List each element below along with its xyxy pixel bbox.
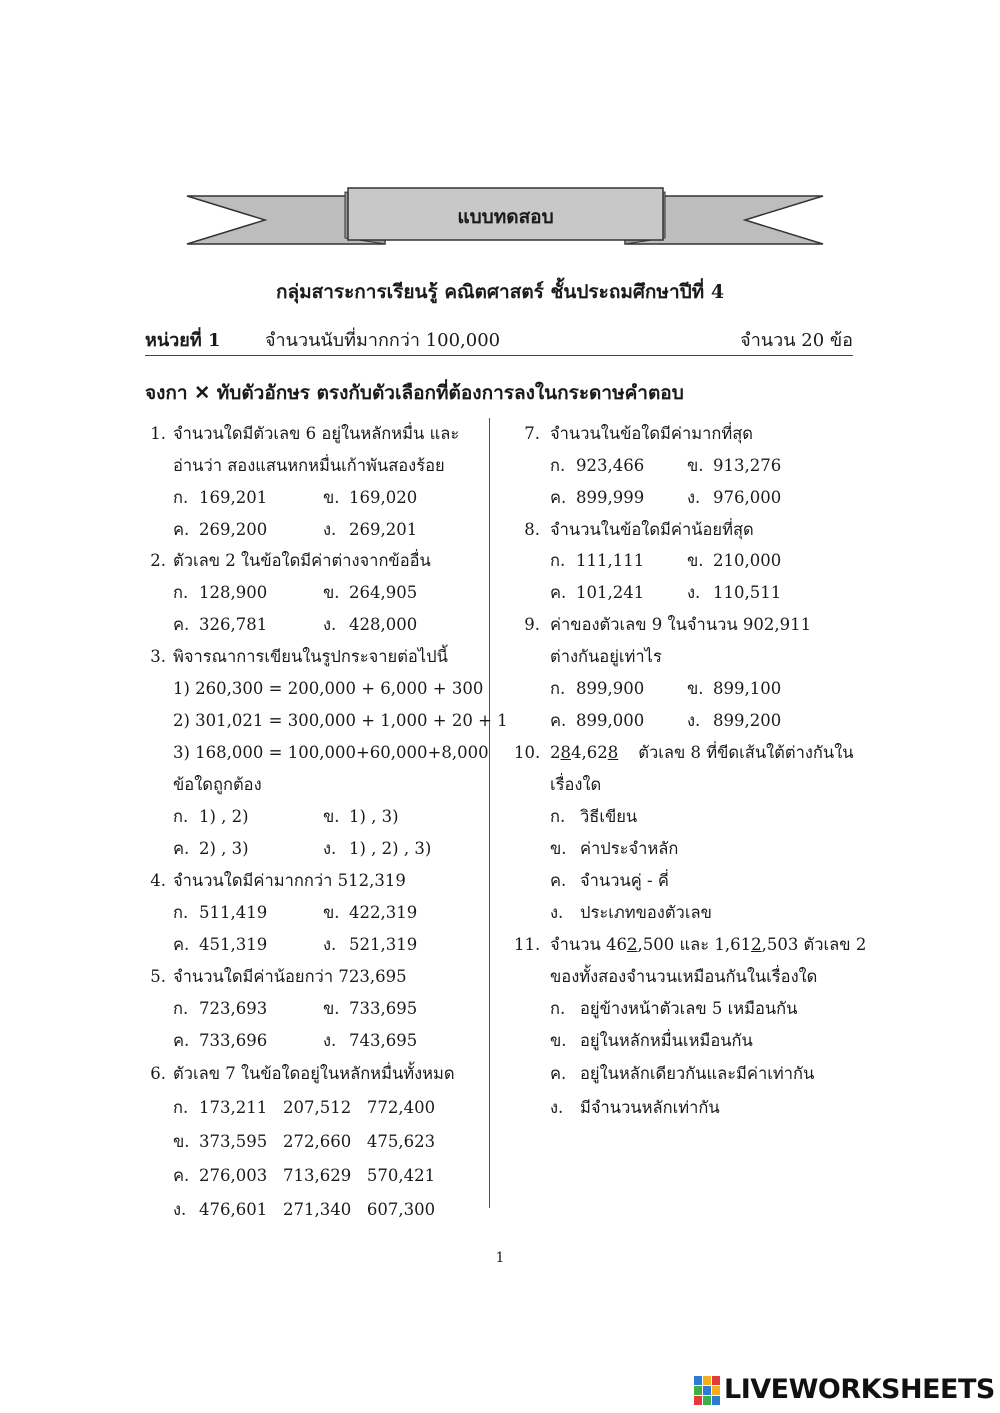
option-letter: ข. xyxy=(550,1031,567,1050)
option-d[interactable] xyxy=(687,707,781,735)
text-part: ,503 ตัวเลข 2 xyxy=(761,935,867,954)
question-text: ค่าของตัวเลข 9 ในจำนวน 902,911 xyxy=(550,615,812,634)
option-letter: ง. xyxy=(550,1098,564,1117)
option-value: 422,319 xyxy=(349,903,418,922)
option-value: 373,595 272,660 475,623 xyxy=(199,1132,436,1151)
option-a[interactable] xyxy=(173,484,267,512)
option-value: จำนวนคู่ - คี่ xyxy=(580,871,669,890)
option-letter: ค. xyxy=(173,615,190,634)
question-text: จำนวนใดมีค่ามากกว่า 512,319 xyxy=(173,871,406,890)
option-letter: ข. xyxy=(687,551,704,570)
option-value: 899,900 xyxy=(576,679,645,698)
underlined-digit: 2 xyxy=(751,935,762,954)
option-letter: ง. xyxy=(550,903,564,922)
option-value: 476,601 271,340 607,300 xyxy=(199,1200,436,1219)
option-value: 511,419 xyxy=(199,903,268,922)
option-letter: ค. xyxy=(550,488,567,507)
question-text-line-2: อ่านว่า สองแสนหกหมื่นเก้าพันสองร้อย xyxy=(173,456,445,475)
question-ask: ข้อใดถูกต้อง xyxy=(173,775,262,794)
option-a[interactable] xyxy=(550,675,644,703)
option-letter: ง. xyxy=(323,935,337,954)
option-letter: ค. xyxy=(550,1064,567,1083)
option-letter: ก. xyxy=(173,1098,189,1117)
page-number: 1 xyxy=(495,1250,505,1266)
question-number: 5. xyxy=(150,967,166,986)
option-value: อยู่ในหลักเดียวกันและมีค่าเท่ากัน xyxy=(580,1064,815,1083)
option-value: 913,276 xyxy=(713,456,782,475)
option-value: ค่าประจำหลัก xyxy=(580,839,679,858)
option-b[interactable] xyxy=(550,1027,753,1055)
option-letter: ง. xyxy=(173,1200,187,1219)
option-value: ประเภทของตัวเลข xyxy=(580,903,712,922)
question-text-line-2: ของทั้งสองจำนวนเหมือนกันในเรื่องใด xyxy=(550,967,818,986)
option-value: 923,466 xyxy=(576,456,645,475)
option-letter: ข. xyxy=(323,999,340,1018)
option-a[interactable] xyxy=(550,452,644,480)
option-letter: ข. xyxy=(687,679,704,698)
option-letter: ก. xyxy=(173,488,189,507)
option-value: 521,319 xyxy=(349,935,418,954)
option-letter: ค. xyxy=(173,1166,190,1185)
option-value: 326,781 xyxy=(199,615,268,634)
question-text xyxy=(550,739,854,767)
option-b[interactable] xyxy=(323,899,417,927)
question-text: ตัวเลข 7 ในข้อใดอยู่ในหลักหมื่นทั้งหมด xyxy=(173,1064,455,1083)
option-value: 210,000 xyxy=(713,551,782,570)
option-letter: ข. xyxy=(323,488,340,507)
option-letter: ข. xyxy=(687,456,704,475)
option-letter: ค. xyxy=(550,871,567,890)
option-d[interactable] xyxy=(323,611,417,639)
text-part: ,500 และ 1,61 xyxy=(637,935,752,954)
question-text xyxy=(550,931,866,959)
option-letter: ค. xyxy=(173,520,190,539)
option-c[interactable] xyxy=(173,931,267,959)
option-letter: ค. xyxy=(550,711,567,730)
question-text: พิจารณาการเขียนในรูปกระจายต่อไปนี้ xyxy=(173,647,448,666)
option-value: 111,111 xyxy=(576,551,645,570)
option-value: 1) , 2) , 3) xyxy=(349,839,432,858)
option-c[interactable] xyxy=(173,1027,267,1055)
option-letter: ค. xyxy=(173,839,190,858)
option-d[interactable] xyxy=(173,1196,435,1224)
option-b[interactable] xyxy=(323,484,417,512)
unit-label: หน่วยที่ 1 xyxy=(145,330,221,351)
option-a[interactable] xyxy=(173,899,267,927)
option-a[interactable] xyxy=(550,995,797,1023)
option-value: 743,695 xyxy=(349,1031,418,1050)
option-letter: ก. xyxy=(173,807,189,826)
question-number: 3. xyxy=(150,647,166,666)
option-value: 269,200 xyxy=(199,520,268,539)
column-divider xyxy=(489,418,490,1208)
option-value: 276,003 713,629 570,421 xyxy=(199,1166,436,1185)
question-text: จำนวนในข้อใดมีค่ามากที่สุด xyxy=(550,424,754,443)
option-value: 2) , 3) xyxy=(199,839,249,858)
option-value: มีจำนวนหลักเท่ากัน xyxy=(580,1098,720,1117)
option-letter: ง. xyxy=(323,615,337,634)
option-a[interactable] xyxy=(173,1094,435,1122)
underlined-digit: 8 xyxy=(607,743,619,762)
unit-topic: จำนวนนับที่มากกว่า 100,000 xyxy=(265,330,501,351)
option-value: 264,905 xyxy=(349,583,418,602)
option-letter: ก. xyxy=(173,903,189,922)
option-value: 899,000 xyxy=(576,711,645,730)
option-d[interactable] xyxy=(687,579,781,607)
option-letter: ข. xyxy=(323,903,340,922)
liveworksheets-logo-text[interactable]: LIVEWORKSHEETS xyxy=(724,1374,995,1405)
option-c[interactable] xyxy=(173,835,249,863)
statement-1: 1) 260,300 = 200,000 + 6,000 + 300 xyxy=(173,679,484,698)
option-letter: ค. xyxy=(550,583,567,602)
option-letter: ก. xyxy=(173,583,189,602)
option-value: 110,511 xyxy=(713,583,782,602)
number-part: 4,62 xyxy=(571,743,608,762)
subject-heading: กลุ่มสาระการเรียนรู้ คณิตศาสตร์ ชั้นประถมศึกษาปีที่ 4 xyxy=(275,281,725,303)
underlined-digit: 8 xyxy=(560,743,571,762)
statement-3: 3) 168,000 = 100,000+60,000+8,000 xyxy=(173,743,489,762)
header-divider xyxy=(145,355,853,356)
underlined-digit: 2 xyxy=(627,935,638,954)
question-number: 10. xyxy=(514,743,541,762)
question-number: 11. xyxy=(514,935,541,954)
option-d[interactable] xyxy=(323,516,417,544)
option-c[interactable] xyxy=(173,611,267,639)
option-a[interactable] xyxy=(173,579,267,607)
option-letter: ก. xyxy=(550,679,566,698)
option-value: วิธีเขียน xyxy=(580,807,638,826)
option-letter: ข. xyxy=(323,583,340,602)
option-d[interactable] xyxy=(323,835,431,863)
option-a[interactable] xyxy=(550,547,644,575)
option-value: 899,200 xyxy=(713,711,782,730)
option-value: 269,201 xyxy=(349,520,418,539)
question-number: 1. xyxy=(150,424,166,443)
option-c[interactable] xyxy=(550,867,669,895)
question-number: 9. xyxy=(524,615,540,634)
text-part: จำนวน 46 xyxy=(550,935,627,954)
option-value: อยู่ในหลักหมื่นเหมือนกัน xyxy=(580,1031,753,1050)
number-part: 2 xyxy=(550,743,561,762)
question-text-line-2: เรื่องใด xyxy=(550,775,602,794)
option-a[interactable] xyxy=(173,995,267,1023)
statement-2: 2) 301,021 = 300,000 + 1,000 + 20 + 1 xyxy=(173,711,508,730)
option-value: อยู่ข้างหน้าตัวเลข 5 เหมือนกัน xyxy=(580,999,798,1018)
option-value: 1) , 2) xyxy=(199,807,249,826)
option-b[interactable] xyxy=(687,452,781,480)
option-value: 101,241 xyxy=(576,583,645,602)
option-a[interactable] xyxy=(173,803,249,831)
option-b[interactable] xyxy=(687,675,781,703)
question-text-rest: ตัวเลข 8 ที่ขีดเส้นใต้ต่างกันใน xyxy=(638,743,854,762)
option-letter: ง. xyxy=(323,1031,337,1050)
option-value: 733,695 xyxy=(349,999,418,1018)
option-value: 976,000 xyxy=(713,488,782,507)
option-letter: ก. xyxy=(173,999,189,1018)
option-d[interactable] xyxy=(323,1027,417,1055)
option-b[interactable] xyxy=(323,995,417,1023)
option-d[interactable] xyxy=(323,931,417,959)
option-value: 128,900 xyxy=(199,583,268,602)
option-value: 1) , 3) xyxy=(349,807,399,826)
option-letter: ง. xyxy=(323,839,337,858)
option-value: 733,696 xyxy=(199,1031,268,1050)
option-letter: ค. xyxy=(173,1031,190,1050)
option-value: 169,201 xyxy=(199,488,268,507)
instruction: จงกา ✕ ทับตัวอักษร ตรงกับตัวเลือกที่ต้องการลงในกระดาษคำตอบ xyxy=(145,382,684,404)
question-text: ตัวเลข 2 ในข้อใดมีค่าต่างจากข้ออื่น xyxy=(173,551,431,570)
option-d[interactable] xyxy=(550,899,712,927)
question-text: จำนวนใดมีตัวเลข 6 อยู่ในหลักหมื่น และ xyxy=(173,424,460,443)
option-letter: ค. xyxy=(173,935,190,954)
question-text: จำนวนใดมีค่าน้อยกว่า 723,695 xyxy=(173,967,407,986)
option-letter: ก. xyxy=(550,551,566,570)
option-letter: ข. xyxy=(323,807,340,826)
option-b[interactable] xyxy=(323,803,399,831)
option-c[interactable] xyxy=(550,707,644,735)
option-letter: ข. xyxy=(550,839,567,858)
option-value: 899,100 xyxy=(713,679,782,698)
question-text: จำนวนในข้อใดมีค่าน้อยที่สุด xyxy=(550,520,754,539)
option-letter: ง. xyxy=(323,520,337,539)
option-c[interactable] xyxy=(550,484,644,512)
option-d[interactable] xyxy=(687,484,781,512)
option-value: 451,319 xyxy=(199,935,268,954)
option-b[interactable] xyxy=(323,579,417,607)
option-value: 899,999 xyxy=(576,488,645,507)
option-letter: ง. xyxy=(687,583,701,602)
option-value: 723,693 xyxy=(199,999,268,1018)
question-number: 6. xyxy=(150,1064,166,1083)
question-number: 8. xyxy=(524,520,540,539)
unit-row xyxy=(145,325,853,355)
option-value: 169,020 xyxy=(349,488,418,507)
question-number: 2. xyxy=(150,551,166,570)
option-c[interactable] xyxy=(550,579,644,607)
option-c[interactable] xyxy=(173,1162,435,1190)
option-b[interactable] xyxy=(173,1128,435,1156)
question-number: 7. xyxy=(524,424,540,443)
question-number: 4. xyxy=(150,871,166,890)
option-value: 173,211 207,512 772,400 xyxy=(199,1098,436,1117)
option-letter: ก. xyxy=(550,807,566,826)
option-letter: ก. xyxy=(550,456,566,475)
liveworksheets-logo-icon xyxy=(694,1376,720,1406)
option-letter: ง. xyxy=(687,711,701,730)
question-text-line-2: ต่างกันอยู่เท่าไร xyxy=(550,647,662,666)
option-c[interactable] xyxy=(550,1060,814,1088)
option-letter: ง. xyxy=(687,488,701,507)
option-value: 428,000 xyxy=(349,615,418,634)
option-d[interactable] xyxy=(550,1094,720,1122)
option-letter: ข. xyxy=(173,1132,190,1151)
option-c[interactable] xyxy=(173,516,267,544)
item-count: จำนวน 20 ข้อ xyxy=(740,330,853,351)
option-b[interactable] xyxy=(687,547,781,575)
option-letter: ก. xyxy=(550,999,566,1018)
option-b[interactable] xyxy=(550,835,678,863)
banner-title: แบบทดสอบ xyxy=(457,206,554,228)
option-a[interactable] xyxy=(550,803,637,831)
